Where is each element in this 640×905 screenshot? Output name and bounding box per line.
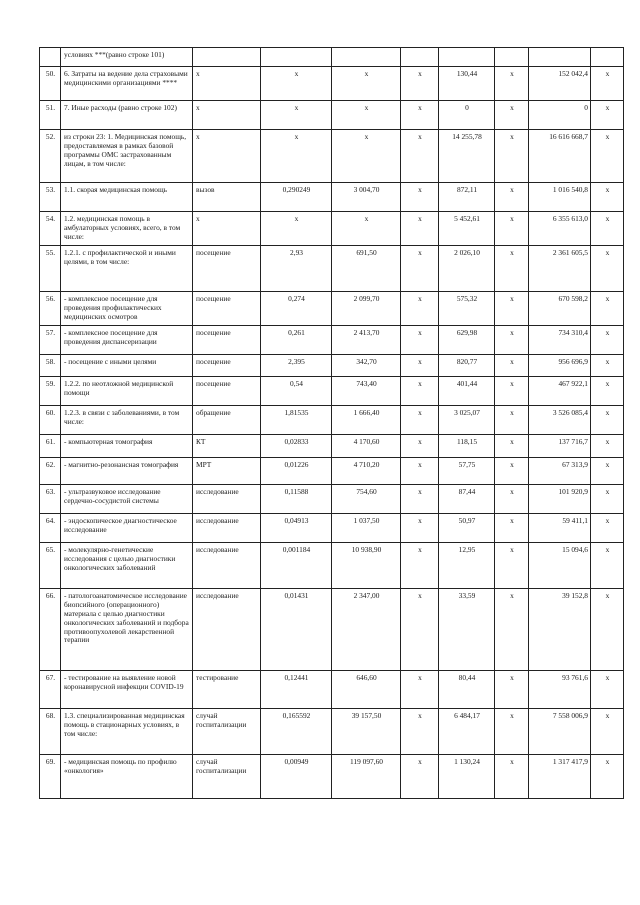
row-col10: х — [591, 435, 624, 458]
row-unit: исследование — [193, 543, 261, 589]
row-col6: х — [401, 755, 439, 799]
row-cost — [332, 48, 401, 67]
row-col10: х — [591, 377, 624, 406]
row-col10: х — [591, 67, 624, 101]
row-col8: х — [495, 67, 529, 101]
row-cost: 39 157,50 — [332, 709, 401, 755]
row-cost: 691,50 — [332, 246, 401, 292]
row-col9: 67 313,9 — [529, 458, 591, 485]
row-name: 1.2.2. по неотложной медицинской помощи — [61, 377, 193, 406]
row-volume — [261, 48, 332, 67]
row-col6: х — [401, 130, 439, 183]
row-col9: 1 016 540,8 — [529, 183, 591, 212]
row-col8: х — [495, 326, 529, 355]
row-volume: 0,00949 — [261, 755, 332, 799]
row-name: - ультразвуковое исследование сердечно-сосудистой системы — [61, 485, 193, 514]
row-cost: 3 004,70 — [332, 183, 401, 212]
row-unit: вызов — [193, 183, 261, 212]
row-name: - комплексное посещение для проведения профилактических медицинских осмотров — [61, 292, 193, 326]
row-col8: х — [495, 406, 529, 435]
row-number: 58. — [40, 355, 61, 377]
row-col8: х — [495, 183, 529, 212]
row-col9: 137 716,7 — [529, 435, 591, 458]
row-col10: х — [591, 709, 624, 755]
table-row — [40, 671, 624, 709]
row-col7: 401,44 — [439, 377, 495, 406]
row-unit: КТ — [193, 435, 261, 458]
row-cost: 4 170,60 — [332, 435, 401, 458]
row-volume: 0,54 — [261, 377, 332, 406]
row-col6: х — [401, 292, 439, 326]
row-col8: х — [495, 671, 529, 709]
row-number: 56. — [40, 292, 61, 326]
row-volume: 2,93 — [261, 246, 332, 292]
row-col8: х — [495, 292, 529, 326]
row-unit: х — [193, 212, 261, 246]
row-col9: 2 361 605,5 — [529, 246, 591, 292]
row-name: 1.2.1. с профилактической и иными целями, в том числе: — [61, 246, 193, 292]
row-col6 — [401, 48, 439, 67]
row-col7: 33,59 — [439, 589, 495, 671]
row-col8: х — [495, 377, 529, 406]
row-volume: 0,12441 — [261, 671, 332, 709]
row-name: - тестирование на выявление новой коронавирусной инфекции COVID-19 — [61, 671, 193, 709]
table-row — [40, 485, 624, 514]
row-col9: 0 — [529, 101, 591, 130]
row-number: 50. — [40, 67, 61, 101]
row-volume: х — [261, 130, 332, 183]
row-volume: 1,81535 — [261, 406, 332, 435]
financing-table — [39, 47, 624, 799]
row-col7: 3 025,07 — [439, 406, 495, 435]
row-number: 51. — [40, 101, 61, 130]
row-col10: х — [591, 101, 624, 130]
row-number: 67. — [40, 671, 61, 709]
row-col7: 12,95 — [439, 543, 495, 589]
row-col9: 152 042,4 — [529, 67, 591, 101]
row-col7: 130,44 — [439, 67, 495, 101]
row-col6: х — [401, 326, 439, 355]
row-col8: х — [495, 514, 529, 543]
row-col10: х — [591, 246, 624, 292]
row-volume: 0,01431 — [261, 589, 332, 671]
row-unit: посещение — [193, 377, 261, 406]
row-unit: исследование — [193, 514, 261, 543]
row-unit: посещение — [193, 246, 261, 292]
row-col6: х — [401, 485, 439, 514]
row-col10: х — [591, 485, 624, 514]
row-col6: х — [401, 671, 439, 709]
row-col7: 6 484,17 — [439, 709, 495, 755]
row-volume: 0,02833 — [261, 435, 332, 458]
row-unit: посещение — [193, 355, 261, 377]
row-col9 — [529, 48, 591, 67]
row-col6: х — [401, 589, 439, 671]
row-col9: 670 598,2 — [529, 292, 591, 326]
row-col8: х — [495, 458, 529, 485]
row-cost: 743,40 — [332, 377, 401, 406]
row-col9: 15 094,6 — [529, 543, 591, 589]
row-col10: х — [591, 589, 624, 671]
row-col10: х — [591, 671, 624, 709]
row-col10: х — [591, 406, 624, 435]
row-volume: 2,395 — [261, 355, 332, 377]
row-col9: 3 526 085,4 — [529, 406, 591, 435]
row-volume: х — [261, 101, 332, 130]
row-col7: 5 452,61 — [439, 212, 495, 246]
row-number: 54. — [40, 212, 61, 246]
row-unit: х — [193, 67, 261, 101]
row-col9: 39 152,8 — [529, 589, 591, 671]
row-col6: х — [401, 246, 439, 292]
table-row — [40, 709, 624, 755]
row-number: 69. — [40, 755, 61, 799]
row-col8 — [495, 48, 529, 67]
row-col6: х — [401, 435, 439, 458]
table-row — [40, 406, 624, 435]
row-volume: 0,165592 — [261, 709, 332, 755]
row-col6: х — [401, 458, 439, 485]
row-cost: 342,70 — [332, 355, 401, 377]
row-col8: х — [495, 589, 529, 671]
row-col7: 629,98 — [439, 326, 495, 355]
row-col6: х — [401, 406, 439, 435]
row-col7: 14 255,78 — [439, 130, 495, 183]
row-number: 52. — [40, 130, 61, 183]
row-col6: х — [401, 67, 439, 101]
row-unit: исследование — [193, 589, 261, 671]
row-number: 66. — [40, 589, 61, 671]
table-body — [40, 48, 624, 799]
row-unit: х — [193, 130, 261, 183]
table-row — [40, 543, 624, 589]
row-col8: х — [495, 246, 529, 292]
row-name: - эндоскопическое диагностическое исследование — [61, 514, 193, 543]
row-unit: случай госпитализации — [193, 709, 261, 755]
row-name: 6. Затраты на ведение дела страховыми медицинскими организациями **** — [61, 67, 193, 101]
row-number: 62. — [40, 458, 61, 485]
row-name: условиях ***(равно строке 101) — [61, 48, 193, 67]
row-cost: 2 099,70 — [332, 292, 401, 326]
row-cost: х — [332, 67, 401, 101]
row-volume: 0,01226 — [261, 458, 332, 485]
row-name: 7. Иные расходы (равно строке 102) — [61, 101, 193, 130]
row-col9: 467 922,1 — [529, 377, 591, 406]
row-col8: х — [495, 355, 529, 377]
row-volume: 0,274 — [261, 292, 332, 326]
row-cost: 1 037,50 — [332, 514, 401, 543]
table-row — [40, 755, 624, 799]
row-col6: х — [401, 355, 439, 377]
row-col6: х — [401, 514, 439, 543]
row-name: 1.2.3. в связи с заболеваниями, в том числе: — [61, 406, 193, 435]
row-number: 65. — [40, 543, 61, 589]
row-name: - молекулярно-генетические исследования с целью диагностики онкологических заболеваний — [61, 543, 193, 589]
row-unit: МРТ — [193, 458, 261, 485]
row-name: 1.3. специализированная медицинская помощь в стационарных условиях, в том числе: — [61, 709, 193, 755]
row-cost: х — [332, 212, 401, 246]
row-cost: х — [332, 130, 401, 183]
row-cost: х — [332, 101, 401, 130]
row-number — [40, 48, 61, 67]
row-name: - патологоанатомическое исследование биопсийного (операционного) материала с целью диагностики онкологических заболеваний и подбора противоопухолевой лекарственной терапии — [61, 589, 193, 671]
row-number: 63. — [40, 485, 61, 514]
row-col9: 734 310,4 — [529, 326, 591, 355]
table-row — [40, 589, 624, 671]
row-col6: х — [401, 709, 439, 755]
row-col7: 0 — [439, 101, 495, 130]
row-unit: посещение — [193, 292, 261, 326]
row-name: - магнитно-резонансная томография — [61, 458, 193, 485]
row-unit: обращение — [193, 406, 261, 435]
row-cost: 4 710,20 — [332, 458, 401, 485]
row-name: - комплексное посещение для проведения диспансеризации — [61, 326, 193, 355]
row-col6: х — [401, 183, 439, 212]
row-col10: х — [591, 130, 624, 183]
row-unit: случай госпитализации — [193, 755, 261, 799]
row-col9: 6 355 613,0 — [529, 212, 591, 246]
table-row — [40, 458, 624, 485]
row-col7: 118,15 — [439, 435, 495, 458]
row-unit: посещение — [193, 326, 261, 355]
table-row — [40, 212, 624, 246]
row-col9: 956 696,9 — [529, 355, 591, 377]
row-col9: 59 411,1 — [529, 514, 591, 543]
row-col10: х — [591, 292, 624, 326]
row-number: 53. — [40, 183, 61, 212]
row-col10: х — [591, 514, 624, 543]
row-col6: х — [401, 101, 439, 130]
row-col7: 57,75 — [439, 458, 495, 485]
row-col10 — [591, 48, 624, 67]
row-col7: 820,77 — [439, 355, 495, 377]
row-col9: 101 920,9 — [529, 485, 591, 514]
row-col7: 80,44 — [439, 671, 495, 709]
row-number: 61. — [40, 435, 61, 458]
table-row — [40, 183, 624, 212]
row-col8: х — [495, 485, 529, 514]
table-row — [40, 292, 624, 326]
table-row — [40, 355, 624, 377]
row-col10: х — [591, 543, 624, 589]
row-volume: 0,11588 — [261, 485, 332, 514]
row-cost: 1 666,40 — [332, 406, 401, 435]
row-cost: 2 413,70 — [332, 326, 401, 355]
row-col9: 7 558 006,9 — [529, 709, 591, 755]
row-volume: х — [261, 67, 332, 101]
row-col6: х — [401, 212, 439, 246]
row-col8: х — [495, 435, 529, 458]
table-row — [40, 130, 624, 183]
row-col10: х — [591, 212, 624, 246]
row-unit: исследование — [193, 485, 261, 514]
row-cost: 754,60 — [332, 485, 401, 514]
row-number: 57. — [40, 326, 61, 355]
row-cost: 119 097,60 — [332, 755, 401, 799]
table-row — [40, 246, 624, 292]
row-col10: х — [591, 458, 624, 485]
row-col10: х — [591, 755, 624, 799]
row-cost: 2 347,00 — [332, 589, 401, 671]
row-unit: х — [193, 101, 261, 130]
row-volume: 0,04913 — [261, 514, 332, 543]
row-col8: х — [495, 130, 529, 183]
row-number: 60. — [40, 406, 61, 435]
table-row — [40, 48, 624, 67]
row-col7: 575,32 — [439, 292, 495, 326]
row-col8: х — [495, 755, 529, 799]
row-volume: 0,261 — [261, 326, 332, 355]
table-row — [40, 101, 624, 130]
row-unit: тестирование — [193, 671, 261, 709]
row-col7: 872,11 — [439, 183, 495, 212]
row-volume: 0,290249 — [261, 183, 332, 212]
row-unit — [193, 48, 261, 67]
row-cost: 646,60 — [332, 671, 401, 709]
row-name: - компьютерная томография — [61, 435, 193, 458]
row-volume: х — [261, 212, 332, 246]
row-col10: х — [591, 326, 624, 355]
row-col10: х — [591, 183, 624, 212]
row-col9: 16 616 668,7 — [529, 130, 591, 183]
row-name: из строки 23: 1. Медицинская помощь, предоставляемая в рамках базовой программы ОМС застрахованным лицам, в том числе: — [61, 130, 193, 183]
row-col6: х — [401, 543, 439, 589]
table-row — [40, 514, 624, 543]
row-col8: х — [495, 709, 529, 755]
row-number: 68. — [40, 709, 61, 755]
row-col7 — [439, 48, 495, 67]
row-name: - медицинская помощь по профилю «онкология» — [61, 755, 193, 799]
row-col8: х — [495, 543, 529, 589]
row-col8: х — [495, 212, 529, 246]
row-number: 55. — [40, 246, 61, 292]
row-col8: х — [495, 101, 529, 130]
row-number: 59. — [40, 377, 61, 406]
row-number: 64. — [40, 514, 61, 543]
row-col9: 93 761,6 — [529, 671, 591, 709]
row-col10: х — [591, 355, 624, 377]
table-row — [40, 326, 624, 355]
row-col6: х — [401, 377, 439, 406]
row-col7: 1 130,24 — [439, 755, 495, 799]
row-name: - посещение с иными целями — [61, 355, 193, 377]
table-row — [40, 435, 624, 458]
row-col7: 2 026,10 — [439, 246, 495, 292]
row-col7: 50,97 — [439, 514, 495, 543]
table-row — [40, 67, 624, 101]
row-col7: 87,44 — [439, 485, 495, 514]
row-name: 1.1. скорая медицинская помощь — [61, 183, 193, 212]
row-cost: 10 938,90 — [332, 543, 401, 589]
row-name: 1.2. медицинская помощь в амбулаторных условиях, всего, в том числе: — [61, 212, 193, 246]
table-row — [40, 377, 624, 406]
row-col9: 1 317 417,9 — [529, 755, 591, 799]
row-volume: 0,001184 — [261, 543, 332, 589]
